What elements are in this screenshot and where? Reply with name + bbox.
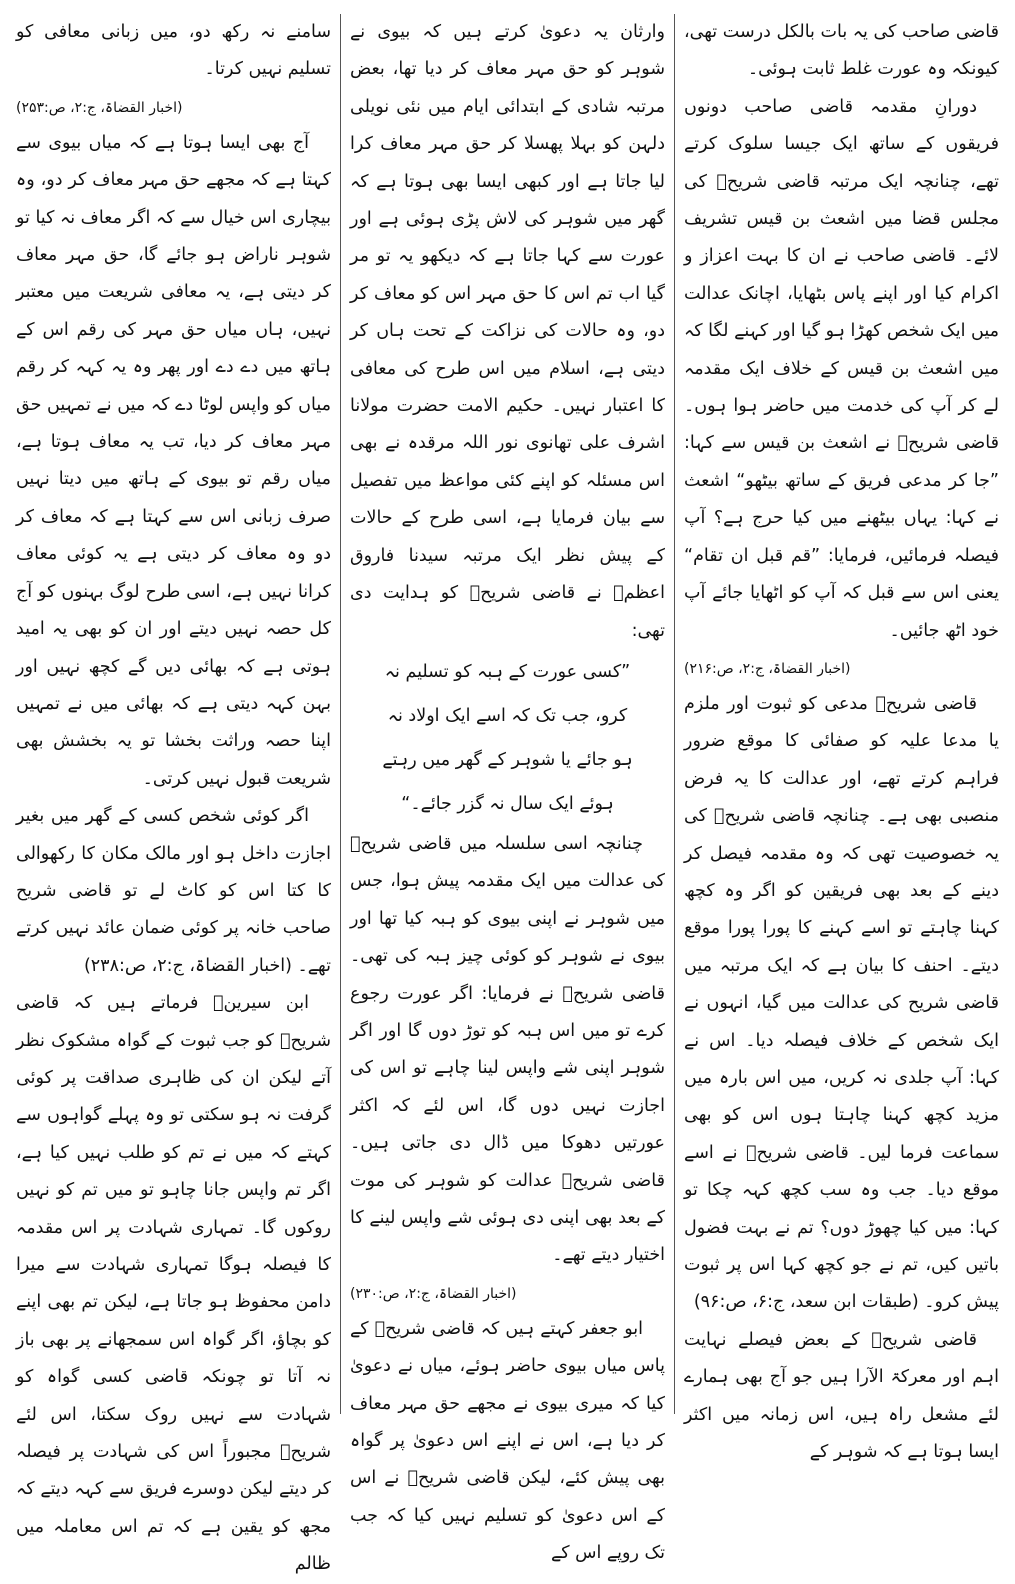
- column-middle: [350, 14, 665, 1564]
- paragraph: ابن سیرینؒ فرماتے ہیں کہ قاضی شریحؒ کو جب ثبوت کے گواہ مشکوک نظر آتے لیکن ان کی ظاہری صداقت پر کوئی گرفت نہ ہو سکتی تو وہ پہلے گواہوں سے کہتے کہ میں نے تم کو طلب نہیں کیا ہے، اگر تم واپس جانا چاہو تو میں تم کو نہیں روکوں گا۔ تمہاری شہادت پر اس مقدمہ کا فیصلہ ہوگا تمہاری شہادت سے میرا دامن محفوظ ہو جاتا ہے، لیکن تم بھی اپنے کو بچاؤ، اگر گواہ اس سمجھانے پر بھی باز نہ آتا تو چونکہ قاضی کسی گواہ کو شہادت سے نہیں روک سکتا، اس لئے شریحؒ مجبوراً اس کی شہادت پر فیصلہ کر دیتے لیکن دوسرے فریق سے کہہ دیتے کہ مجھ کو یقین ہے کہ تم اس معاملہ میں ظالم: [16, 993, 331, 1575]
- paragraph: دورانِ مقدمہ قاضی صاحب دونوں فریقوں کے ساتھ ایک جیسا سلوک کرتے تھے، چنانچہ ایک مرتبہ قاضی شریحؒ کی مجلس قضا میں اشعث بن قیس تشریف لائے۔ قاضی صاحب نے ان کا بہت اعزاز و اکرام کیا اور اپنے پاس بٹھایا، اچانک عدالت میں ایک شخص کھڑا ہو گیا اور کہنے لگا کہ میں اشعث بن قیس کے خلاف ایک مقدمہ لے کر آپ کی خدمت میں حاضر ہوا ہوں۔ قاضی شریحؒ نے اشعث بن قیس سے کہا: ”جا کر مدعی فریق کے ساتھ بیٹھو“ اشعث نے کہا: یہاں بیٹھنے میں کیا حرج ہے؟ آپ فیصلہ فرمائیں، فرمایا: ”قم قبل ان تقام“ یعنی اس سے قبل کہ آپ کو اٹھایا جائے آپ خود اٹھ جائیں۔: [684, 96, 999, 641]
- paragraph: قاضی صاحب کی یہ بات بالکل درست تھی، کیونکہ وہ عورت غلط ثابت ہوئی۔: [684, 22, 999, 80]
- column-divider: [674, 14, 675, 1414]
- column-left: [16, 14, 331, 1575]
- citation: (اخبار القضاۃ، ج:۲، ص:۲۳۰): [350, 1285, 517, 1302]
- paragraph: سامنے نہ رکھ دو، میں زبانی معافی کو تسلیم نہیں کرتا۔: [16, 22, 331, 80]
- paragraph: ابو جعفر کہتے ہیں کہ قاضی شریحؒ کے پاس میاں بیوی حاضر ہوئے، میاں نے دعویٰ کیا کہ میری بیوی نے مجھے حق مہر معاف کر دیا ہے، اس نے اپنے اس دعویٰ پر گواہ بھی پیش کئے، لیکن قاضی شریحؒ نے اس کے اس دعویٰ کو تسلیم نہیں کیا کہ جب تک روپے اس کے: [350, 1318, 665, 1564]
- paragraph: چنانچہ اسی سلسلہ میں قاضی شریحؒ کی عدالت میں ایک مقدمہ پیش ہوا، جس میں شوہر نے اپنی بیوی کو ہبہ کیا تھا اور بیوی نے شوہر کو کوئی چیز ہبہ کی تھی۔ قاضی شریحؒ نے فرمایا: اگر عورت رجوع کرے تو میں اس ہبہ کو توڑ دوں گا اور اگر شوہر اپنی شے واپس لینا چاہے تو اس کی اجازت نہیں دوں گا، اس لئے کہ اکثر عورتیں دھوکا میں ڈال دی جاتی ہیں۔ قاضی شریحؒ عدالت کو شوہر کی موت کے بعد بھی اپنی دی ہوئی شے واپس لینے کا اختیار دیتے تھے۔: [350, 833, 665, 1266]
- paragraph: وارثان یہ دعویٰ کرتے ہیں کہ بیوی نے شوہر کو حق مہر معاف کر دیا تھا، بعض مرتبہ شادی کے ابتدائی ایام میں نئی نویلی دلہن کو بہلا پھسلا کر حق مہر معاف کرا لیا جاتا ہے اور کبھی ایسا بھی ہوتا ہے کہ گھر میں شوہر کی لاش پڑی ہوئی ہے اور عورت سے کہا جاتا ہے کہ دیکھو یہ تو مر گیا اب تم اس کا حق مہر اس کو معاف کر دو، وہ حالات کی نزاکت کے تحت ہاں کر دیتی ہے، اسلام میں اس طرح کی معافی کا اعتبار نہیں۔ حکیم الامت حضرت مولانا اشرف علی تھانوی نور اللہ مرقدہ نے بھی اس مسئلہ کو اپنے کئی مواعظ میں تفصیل سے بیان فرمایا ہے، اسی طرح کے حالات کے پیش نظر ایک مرتبہ سیدنا فاروق اعظمؓ نے قاضی شریحؒ کو ہدایت دی تھی:: [350, 22, 665, 641]
- citation: (اخبار القضاۃ، ج:۲، ص:۲۱۶): [684, 660, 851, 677]
- paragraph: قاضی شریحؒ مدعی کو ثبوت اور ملزم یا مدعا علیہ کو صفائی کا موقع ضرور فراہم کرتے تھے، اور عدالت کا یہ فرض منصبی بھی ہے۔ چنانچہ قاضی شریحؒ کی یہ خصوصیت تھی کہ وہ مقدمہ فیصل کر دینے کے بعد بھی فریقین کو اگر وہ کچھ کہنا چاہتے تو اسے کہنے کا پورا پورا موقع دیتے۔ احنف کا بیان ہے کہ ایک مرتبہ میں قاضی شریح کی عدالت میں گیا، انہوں نے ایک شخص کے خلاف فیصلہ دیا۔ اس نے کہا: آپ جلدی نہ کریں، میں اس بارہ میں مزید کچھ کہنا چاہتا ہوں اس کو بھی سماعت فرما لیں۔ قاضی شریحؒ نے اسے موقع دیا۔ جب وہ سب کچھ کہہ چکا تو کہا: میں کیا چھوڑ دوں؟ تم نے بہت فضول باتیں کیں، تم نے جو کچھ کہا اس پر ثبوت پیش کرو۔ (طبقات ابن سعد، ج:۶، ص:۹۶): [684, 693, 999, 1313]
- column-divider: [340, 14, 341, 1414]
- paragraph: قاضی شریحؒ کے بعض فیصلے نہایت اہم اور معرکۃ الآرا ہیں جو آج بھی ہمارے لئے مشعل راہ ہیں، اس زمانہ میں اکثر ایسا ہوتا ہے کہ شوہر کے: [684, 1329, 999, 1463]
- citation: (اخبار القضاۃ، ج:۲، ص:۲۵۳): [16, 99, 183, 116]
- paragraph: اگر کوئی شخص کسی کے گھر میں بغیر اجازت داخل ہو اور مالک مکان کا رکھوالی کا کتا اس کو کاٹ لے تو قاضی شریح صاحب خانہ پر کوئی ضمان عائد نہیں کرتے تھے۔ (اخبار القضاۃ، ج:۲، ص:۲۳۸): [16, 806, 331, 976]
- quotation: ”کسی عورت کے ہبہ کو تسلیم نہ کرو، جب تک کہ اسے ایک اولاد نہ ہو جائے یا شوہر کے گھر میں رہتے ہوئے ایک سال نہ گزر جائے۔“: [382, 661, 633, 814]
- column-right: [684, 14, 999, 1463]
- paragraph: آج بھی ایسا ہوتا ہے کہ میاں بیوی سے کہتا ہے کہ مجھے حق مہر معاف کر دو، وہ بیچاری اس خیال سے کہ اگر معاف نہ کیا تو شوہر ناراض ہو جائے گا، حق مہر معاف کر دیتی ہے، یہ معافی شریعت میں معتبر نہیں، ہاں میاں حق مہر کی رقم اس کے ہاتھ میں دے دے اور پھر وہ یہ کہہ کر رقم میاں کو واپس لوٹا دے کہ میں نے تمہیں حق مہر معاف کر دیا، تب یہ معاف ہوتا ہے، میاں رقم تو بیوی کے ہاتھ میں دیتا نہیں صرف زبانی اس سے کہتا ہے کہ معاف کر دو وہ معاف کر دیتی ہے یہ کوئی معاف کرانا نہیں ہے، اسی طرح لوگ بہنوں کو آج کل حصہ نہیں دیتے اور ان کو بھی یہ امید ہوتی ہے کہ بھائی دیں گے کچھ نہیں اور بہن کہہ دیتی ہے کہ بھائی میں نے تمہیں اپنا حصہ وراثت بخشا تو یہ بخشش بھی شریعت قبول نہیں کرتی۔: [16, 132, 331, 789]
